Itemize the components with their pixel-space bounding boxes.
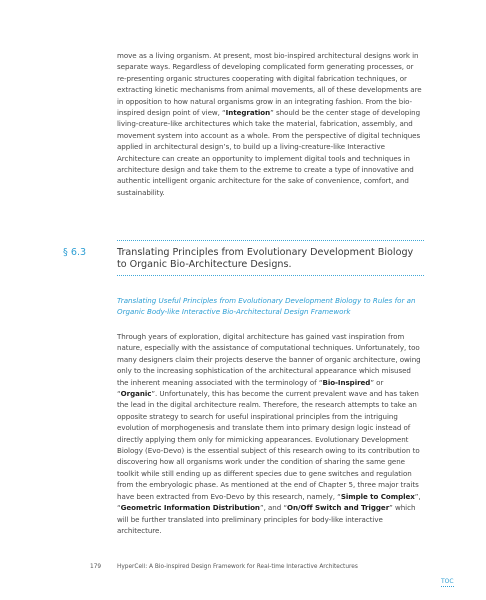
toc-link[interactable]: TOC <box>441 578 454 585</box>
running-title: HyperCell: A Bio-inspired Design Framework for Real-time Interactive Architectures <box>117 564 358 570</box>
emphasis-term: Organic <box>120 389 152 399</box>
section-title: Translating Principles from Evolutionary Development Biology to Organic Bio-Architecture Designs. <box>117 247 414 271</box>
emphasis-term: Simple to Complex <box>340 491 415 501</box>
text-run: ” or “ <box>117 377 384 399</box>
body-paragraph-top <box>117 50 423 198</box>
emphasis-term: Bio-Inspired <box>322 377 371 387</box>
emphasis-term: On/Off Switch and Trigger <box>287 503 390 513</box>
emphasis-term: Integration <box>225 108 271 118</box>
text-run: ”, “ <box>117 491 421 513</box>
text-run: ”. Unfortunately, this has become the current prevalent wave and has taken the lead in the digital architecture realm. Therefore, the research attempts to take an opposite strategy to search for useful inspirational principles from the intriguing evolution of morphogenesis and translate them into primary design logic instead of directly applying them only for mimicking appearances. Evolutionary Development Biology (Evo-Devo) is the essential subject of this research owing to its contribution to discovering how all organisms work under the condition of sharing the same gene toolkit while still ending up as different species due to gene switches and regulation from the embryologic phase. As mentioned at the end of Chapter 5, three major traits have been extracted from Evo-Devo by this research, namely, “ <box>117 389 420 501</box>
body-paragraph-main <box>117 331 423 536</box>
text-run: Through years of exploration, digital architecture has gained vast inspiration from nature, especially with the assistance of computational techniques. Unfortunately, too many designers claim their projects deserve the banner of organic architecture, owing only to the increasing sophistication of the architectural appearance which misused the inherent meaning associated with the terminology of “ <box>117 332 421 387</box>
section-divider-top <box>117 240 424 241</box>
emphasis-term: Geometric Information Distribution <box>120 503 260 513</box>
section-divider-bottom <box>117 275 424 276</box>
section-number: § 6.3 <box>63 247 87 258</box>
page-number: 179 <box>90 564 102 570</box>
subsection-title: Translating Useful Principles from Evolutionary Development Biology to Rules for an Organic Body-like Interactive Bio-Architectural Design Framework <box>117 296 416 317</box>
text-run: ” which will be further translated into preliminary principles for body-like interactive architecture. <box>117 503 416 535</box>
text-run: move as a living organism. At present, most bio-inspired architectural designs work in separate ways. Regardless of developing complicated form generating processes, or re-presenting organic structures cooperating with digital fabrication techniques, or extracting kinetic mechanisms from animal movements, all of these developments are in opposition to how natural organisms grow in an integrating fashion. From the bio-inspired design point of view, “ <box>117 51 422 118</box>
text-run: ” should be the center stage of developing living-creature-like architectures which take the material, fabrication, assembly, and movement system into account as a whole. From the perspective of digital techniques applied in architectural design’s, to build up a living-creature-like Interactive Architecture can create an opportunity to implement digital tools and techniques in architecture design and take them to the extreme to create a type of innovative and authentic intelligent organic architecture for the sake of convenience, comfort, and sustainability. <box>117 108 421 197</box>
text-run: ”, and “ <box>259 503 287 513</box>
